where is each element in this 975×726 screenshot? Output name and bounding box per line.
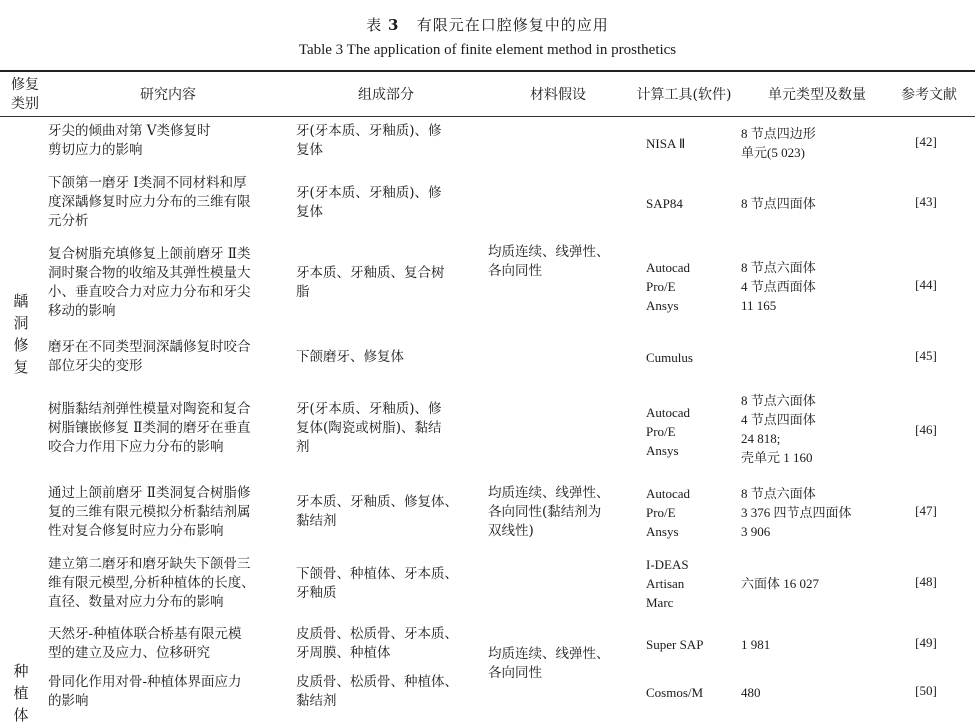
elements-cell-line: 8 节点四面体 xyxy=(741,196,816,211)
research-cell-line: 复合树脂充填修复上颌前磨牙 Ⅱ类 xyxy=(48,246,251,262)
reference-cell: [45] xyxy=(915,348,937,363)
research-cell xyxy=(48,673,293,711)
components-cell-line: 牙本质、牙釉质、复合树 xyxy=(296,265,445,281)
research-cell xyxy=(48,338,293,376)
components-cell xyxy=(296,348,476,367)
material-line: 各向同性 xyxy=(488,665,542,681)
software-cell xyxy=(646,635,738,654)
components-cell xyxy=(296,400,476,457)
software-cell-line: Cosmos/M xyxy=(646,685,704,700)
elements-cell-line: 8 节点六面体 xyxy=(741,260,816,275)
research-cell-line: 性对复合修复时应力分布影响 xyxy=(48,523,224,539)
research-cell-line: 复的三维有限元模拟分析黏结剂属 xyxy=(48,504,251,520)
elements-cell-line: 1 981 xyxy=(741,637,771,652)
elements-cell-line: 单元(5 023) xyxy=(741,145,805,160)
components-cell-line: 牙(牙本质、牙釉质)、修 xyxy=(296,123,442,139)
research-cell-line: 维有限元模型,分析种植体的长度、 xyxy=(48,575,255,591)
research-cell xyxy=(48,174,293,231)
components-cell-line: 复体(陶瓷或树脂)、黏结 xyxy=(296,420,442,436)
research-cell-line: 磨牙在不同类型洞深龋修复时咬合 xyxy=(48,339,251,355)
category-char: 龋 xyxy=(13,292,29,310)
research-cell-line: 剪切应力的影响 xyxy=(48,142,143,158)
components-cell-line: 脂 xyxy=(296,284,310,300)
material-line: 各向同性(黏结剂为 xyxy=(488,504,602,520)
table-number: 3 xyxy=(388,16,400,34)
software-cell-line: Ansys xyxy=(646,443,679,458)
elements-cell xyxy=(741,574,891,593)
material-line: 双线性) xyxy=(488,523,534,539)
research-cell-line: 建立第二磨牙和磨牙缺失下颌骨三 xyxy=(48,556,251,572)
components-cell xyxy=(296,565,476,603)
reference-cell: [48] xyxy=(915,574,937,589)
category-char: 复 xyxy=(13,358,29,376)
software-cell xyxy=(646,555,738,612)
components-cell-line: 牙(牙本质、牙釉质)、修 xyxy=(296,401,442,417)
research-cell-line: 型的建立及应力、位移研究 xyxy=(48,645,210,661)
material-line: 均质连续、线弹性、 xyxy=(488,646,610,662)
components-cell xyxy=(296,493,476,531)
elements-cell-line: 3 376 四节点四面体 xyxy=(741,505,852,520)
elements-cell-line: 11 165 xyxy=(741,298,777,313)
components-cell xyxy=(296,264,476,302)
software-cell-line: NISA Ⅱ xyxy=(646,136,686,151)
research-cell-line: 通过上颌前磨牙 Ⅱ类洞复合树脂修 xyxy=(48,485,251,501)
research-cell xyxy=(48,625,293,663)
components-cell-line: 牙釉质 xyxy=(296,585,337,601)
software-cell-line: Autocad xyxy=(646,405,691,420)
components-cell-line: 牙(牙本质、牙釉质)、修 xyxy=(296,185,442,201)
elements-cell-line: 3 906 xyxy=(741,524,771,539)
components-cell-line: 皮质骨、松质骨、牙本质、 xyxy=(296,626,458,642)
components-cell-line: 黏结剂 xyxy=(296,693,337,709)
material-line: 均质连续、线弹性、 xyxy=(488,485,610,501)
software-cell-line: Autocad xyxy=(646,486,691,501)
research-cell-line: 牙尖的倾曲对第 V类修复时 xyxy=(48,123,211,139)
research-cell-line: 天然牙-种植体联合桥基有限元模 xyxy=(48,626,242,642)
material-line: 均质连续、线弹性、 xyxy=(488,244,610,260)
software-cell-line: Artisan xyxy=(646,576,685,591)
software-cell-line: Ansys xyxy=(646,298,679,313)
research-cell-line: 小、垂直咬合力对应力分布和牙尖 xyxy=(48,284,251,300)
software-cell xyxy=(646,134,738,153)
header-category-line2: 类别 xyxy=(11,96,39,112)
software-cell-line: Marc xyxy=(646,595,674,610)
elements-cell-line: 8 节点六面体 xyxy=(741,486,816,501)
research-cell xyxy=(48,555,293,612)
elements-cell-line: 8 节点四边形 xyxy=(741,126,816,141)
table-title-en: Table 3 The application of finite element method in prosthetics xyxy=(298,42,677,58)
reference-cell: [43] xyxy=(915,194,937,209)
elements-cell-line: 24 818; xyxy=(741,431,781,446)
reference-cell: [44] xyxy=(915,277,937,292)
top-rule xyxy=(0,70,975,72)
header-material: 材料假设 xyxy=(530,87,586,103)
category-char: 种 xyxy=(13,662,29,680)
header-category-line1: 修复 xyxy=(11,77,39,93)
elements-cell-line: 8 节点六面体 xyxy=(741,393,816,408)
research-cell-line: 洞时聚合物的收缩及其弹性模量大 xyxy=(48,265,251,281)
research-cell-line: 度深龋修复时应力分布的三维有限 xyxy=(48,194,251,210)
elements-cell xyxy=(741,194,891,213)
software-cell xyxy=(646,348,738,367)
software-cell-line: Cumulus xyxy=(646,350,693,365)
category-char: 洞 xyxy=(13,314,29,332)
research-cell-line: 元分析 xyxy=(48,213,89,229)
reference-cell: [42] xyxy=(915,134,937,149)
research-cell-line: 的影响 xyxy=(48,693,89,709)
header-software: 计算工具(软件) xyxy=(636,87,732,103)
elements-cell xyxy=(741,683,891,702)
research-cell-line: 骨同化作用对骨-种植体界面应力 xyxy=(48,674,242,690)
software-cell xyxy=(646,403,738,460)
caption-prefix: 表 xyxy=(366,16,388,34)
elements-cell-line: 4 节点西面体 xyxy=(741,279,816,294)
research-cell-line: 树脂镶嵌修复 Ⅱ类洞的磨牙在垂直 xyxy=(48,420,251,436)
elements-cell xyxy=(741,124,891,162)
research-cell-line: 下颌第一磨牙 I类洞不同材料和厚 xyxy=(48,175,247,191)
software-cell-line: Pro/E xyxy=(646,279,676,294)
research-cell xyxy=(48,484,293,541)
software-cell xyxy=(646,258,738,315)
components-cell xyxy=(296,122,476,160)
category-char: 体 xyxy=(13,706,29,724)
software-cell-line: SAP84 xyxy=(646,196,683,211)
header-elements: 单元类型及数量 xyxy=(768,87,866,103)
elements-cell xyxy=(741,484,891,541)
category-char: 植 xyxy=(13,684,29,702)
software-cell xyxy=(646,683,738,702)
category-char: 修 xyxy=(13,336,29,354)
elements-cell-line: 4 节点四面体 xyxy=(741,412,816,427)
elements-cell xyxy=(741,391,891,467)
research-cell-line: 移动的影响 xyxy=(48,303,116,319)
components-cell xyxy=(296,673,476,711)
material-line: 各向同性 xyxy=(488,263,542,279)
software-cell-line: Ansys xyxy=(646,524,679,539)
software-cell-line: Autocad xyxy=(646,260,691,275)
research-cell xyxy=(48,122,293,160)
material-group xyxy=(488,484,628,541)
components-cell-line: 下颌骨、种植体、牙本质、 xyxy=(296,566,458,582)
research-cell-line: 部位牙尖的变形 xyxy=(48,358,143,374)
elements-cell-line: 六面体 16 027 xyxy=(741,576,820,591)
elements-cell-line: 壳单元 1 160 xyxy=(741,450,813,465)
components-cell-line: 下颌磨牙、修复体 xyxy=(296,349,404,365)
software-cell-line: I-DEAS xyxy=(646,557,689,572)
header-components: 组成部分 xyxy=(358,87,414,103)
material-group xyxy=(488,243,628,281)
reference-cell: [46] xyxy=(915,422,937,437)
header-category xyxy=(8,76,42,114)
components-cell-line: 皮质骨、松质骨、种植体、 xyxy=(296,674,458,690)
header-reference: 参考文献 xyxy=(901,87,957,103)
software-cell xyxy=(646,484,738,541)
components-cell-line: 复体 xyxy=(296,142,323,158)
table-title-cn xyxy=(0,14,975,35)
elements-cell-line: 480 xyxy=(741,685,761,700)
reference-cell: [50] xyxy=(915,683,937,698)
caption-cn: 有限元在口腔修复中的应用 xyxy=(416,16,609,34)
software-cell xyxy=(646,194,738,213)
research-cell-line: 直径、数量对应力分布的影响 xyxy=(48,594,224,610)
components-cell xyxy=(296,184,476,222)
components-cell-line: 牙周膜、种植体 xyxy=(296,645,391,661)
software-cell-line: Pro/E xyxy=(646,505,676,520)
components-cell-line: 牙本质、牙釉质、修复体、 xyxy=(296,494,458,510)
elements-cell xyxy=(741,635,891,654)
components-cell xyxy=(296,625,476,663)
research-cell-line: 咬合力作用下应力分布的影响 xyxy=(48,439,224,455)
header-rule xyxy=(0,116,975,117)
material-group xyxy=(488,645,628,683)
software-cell-line: Super SAP xyxy=(646,637,704,652)
research-cell xyxy=(48,245,293,321)
software-cell-line: Pro/E xyxy=(646,424,676,439)
research-cell-line: 树脂黏结剂弹性模量对陶瓷和复合 xyxy=(48,401,251,417)
components-cell-line: 复体 xyxy=(296,204,323,220)
header-research: 研究内容 xyxy=(140,87,196,103)
research-cell xyxy=(48,400,293,457)
components-cell-line: 剂 xyxy=(296,439,310,455)
components-cell-line: 黏结剂 xyxy=(296,513,337,529)
reference-cell: [49] xyxy=(915,635,937,650)
elements-cell xyxy=(741,258,891,315)
reference-cell: [47] xyxy=(915,503,937,518)
